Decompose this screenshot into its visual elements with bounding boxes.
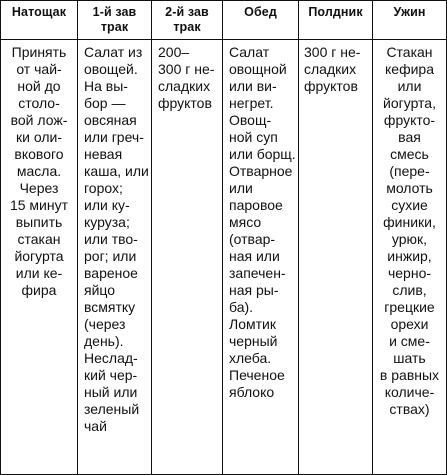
cell-fasting xyxy=(1,44,77,299)
cell-line: негрет. xyxy=(229,95,274,111)
cell-line: хлеба. xyxy=(229,350,272,366)
header-breakfast-2 xyxy=(152,5,222,35)
cell-line: или xyxy=(229,180,253,196)
cell-line: ствах) xyxy=(389,401,430,417)
cell-line: количе- xyxy=(384,384,435,400)
cell-line: куруза; xyxy=(84,214,130,230)
cell-line: вкового xyxy=(14,146,64,162)
cell-line: слив, xyxy=(392,282,427,298)
col-divider-1 xyxy=(77,0,78,475)
header-fasting xyxy=(1,5,77,20)
cell-line: урюк, xyxy=(391,231,428,247)
cell-line: Печеное xyxy=(229,367,285,383)
cell-line: (пере- xyxy=(389,163,430,179)
cell-line: выпить xyxy=(15,214,63,230)
table-border-top xyxy=(0,0,447,1)
header-breakfast-1 xyxy=(78,5,151,35)
cell-line: йогурта, xyxy=(383,95,436,111)
cell-line: в равных xyxy=(379,367,440,383)
cell-line: сухие xyxy=(391,197,428,213)
header-line: трак xyxy=(173,20,201,34)
cell-line: яйцо xyxy=(84,282,116,298)
cell-line: фира xyxy=(21,282,57,298)
cell-line: сладких xyxy=(158,78,211,94)
cell-line: 300 г не- xyxy=(304,44,361,60)
col-divider-2 xyxy=(151,0,152,475)
cell-line: молоть xyxy=(386,180,433,196)
cell-line: яблоко xyxy=(229,384,275,400)
cell-line: Ломтик xyxy=(229,316,276,332)
header-snack xyxy=(299,5,372,20)
cell-line: вой лож- xyxy=(10,112,68,128)
cell-line: от чай- xyxy=(16,61,62,77)
cell-line: черный xyxy=(229,333,278,349)
cell-line: зеленый xyxy=(84,401,140,417)
cell-lunch xyxy=(229,44,298,401)
cell-line: ной суп xyxy=(229,129,278,145)
cell-snack xyxy=(304,44,372,95)
cell-line: фруктов xyxy=(304,78,358,94)
header-line: Ужин xyxy=(393,5,426,19)
cell-line: сладких xyxy=(304,61,357,77)
cell-line: йогурта xyxy=(14,248,64,264)
cell-line: На вы- xyxy=(84,78,128,94)
cell-line: (отвар- xyxy=(229,231,276,247)
cell-line: вареное xyxy=(84,265,138,281)
cell-line: орехи xyxy=(390,316,429,332)
cell-line: Салат из xyxy=(84,44,143,60)
cell-line: или ке- xyxy=(15,265,63,281)
cell-line: горох; xyxy=(84,180,123,196)
header-line: 2-й зав xyxy=(165,5,209,19)
cell-line: 200– xyxy=(158,44,190,60)
cell-line: Через xyxy=(19,180,59,196)
cell-line: день). xyxy=(84,333,124,349)
header-separator xyxy=(0,39,447,40)
header-line: трак xyxy=(100,20,129,34)
cell-line: фруктов xyxy=(158,95,212,111)
cell-line: или греч- xyxy=(84,129,144,145)
cell-line: ная или xyxy=(229,248,280,264)
cell-dinner xyxy=(373,44,446,418)
cell-line: ной до xyxy=(17,78,61,94)
cell-line: паровое xyxy=(229,197,283,213)
header-dinner xyxy=(373,5,446,20)
cell-line: овощей. xyxy=(84,61,138,77)
col-divider-4 xyxy=(298,0,299,475)
cell-line: и сме- xyxy=(389,333,430,349)
cell-line: ки оли- xyxy=(16,129,62,145)
cell-line: мясо xyxy=(229,214,262,230)
cell-line: Овощ- xyxy=(229,112,272,128)
cell-line: (через xyxy=(84,316,126,332)
cell-line: рог; или xyxy=(84,248,137,264)
header-line: Полдник xyxy=(308,5,363,19)
cell-line: ная ры- xyxy=(229,282,279,298)
cell-line: 15 минут xyxy=(9,197,69,213)
cell-line: Салат xyxy=(229,44,270,60)
cell-line: или xyxy=(397,78,422,94)
cell-line: овощной xyxy=(229,61,287,77)
header-line: Натощак xyxy=(11,5,67,19)
cell-line: вая xyxy=(398,129,421,145)
cell-breakfast-1 xyxy=(84,44,151,435)
cell-line: бор — xyxy=(84,95,126,111)
cell-line: или ви- xyxy=(229,78,277,94)
cell-line: 300 г не- xyxy=(158,61,215,77)
cell-line: Стакан xyxy=(386,44,433,60)
header-line: 1-й зав xyxy=(92,5,137,19)
cell-line: овсяная xyxy=(84,112,137,128)
cell-line: невая xyxy=(84,146,123,162)
cell-line: Принять xyxy=(11,44,67,60)
cell-line: чай xyxy=(84,418,107,434)
cell-line: ный или xyxy=(84,384,138,400)
cell-breakfast-2 xyxy=(158,44,222,112)
cell-line: шать xyxy=(393,350,426,366)
cell-line: или ку- xyxy=(84,197,130,213)
col-divider-3 xyxy=(222,0,223,475)
cell-line: кий чер- xyxy=(84,367,138,383)
cell-line: или тво- xyxy=(84,231,138,247)
cell-line: Отварное xyxy=(229,163,293,179)
cell-line: каша, или xyxy=(84,163,149,179)
header-line: Обед xyxy=(244,5,277,19)
cell-line: ба). xyxy=(229,299,254,315)
cell-line: грецкие xyxy=(384,299,435,315)
cell-line: смесь xyxy=(390,146,429,162)
cell-line: фрукто- xyxy=(383,112,436,128)
cell-line: или борщ. xyxy=(229,146,296,162)
cell-line: столо- xyxy=(18,95,60,111)
cell-line: кефира xyxy=(385,61,434,77)
cell-line: черно- xyxy=(387,265,432,281)
cell-line: Неслад- xyxy=(84,350,138,366)
cell-line: стакан xyxy=(17,231,61,247)
cell-line: всмятку xyxy=(84,299,136,315)
cell-line: запечен- xyxy=(229,265,286,281)
cell-line: инжир, xyxy=(387,248,432,264)
cell-line: масла. xyxy=(16,163,62,179)
cell-line: финики, xyxy=(383,214,436,230)
header-lunch xyxy=(223,5,298,20)
